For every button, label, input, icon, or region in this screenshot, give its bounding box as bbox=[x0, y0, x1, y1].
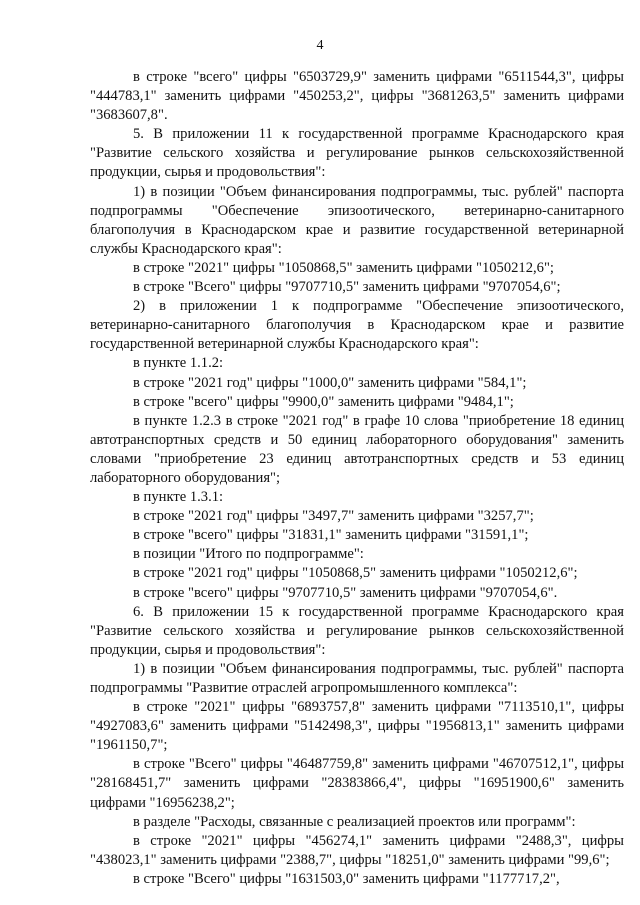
paragraph: в строке "всего" цифры "9707710,5" заменить цифрами "9707054,6". bbox=[133, 584, 558, 601]
paragraph: в строке "Всего" цифры "1631503,0" заменить цифрами "1177717,2", bbox=[133, 870, 560, 887]
paragraph: 5. В приложении 11 к государственной программе Краснодарского края "Развитие сельского хозяйства и регулирование рынков сельскохозяйственной продукции, сырья и продовольствия": bbox=[90, 126, 624, 181]
document-body bbox=[90, 68, 624, 889]
paragraph: в строке "всего" цифры "31831,1" заменить цифрами "31591,1"; bbox=[133, 527, 529, 544]
paragraph: в строке "Всего" цифры "9707710,5" заменить цифрами "9707054,6"; bbox=[133, 279, 561, 296]
paragraph: в строке "2021 год" цифры "1000,0" заменить цифрами "584,1"; bbox=[133, 374, 527, 391]
paragraph: в пункте 1.2.3 в строке "2021 год" в графе 10 слова "приобретение 18 единиц автотранспортных средств и 50 единиц лабораторного оборудования" заменить словами "приобретение 23 единиц автотранспортных средств и 53 единиц лабораторного оборудования"; bbox=[90, 412, 624, 486]
paragraph: 6. В приложении 15 к государственной программе Краснодарского края "Развитие сельского хозяйства и регулирование рынков сельскохозяйственной продукции, сырья и продовольствия": bbox=[90, 603, 624, 658]
paragraph: в строке "2021" цифры "1050868,5" заменить цифрами "1050212,6"; bbox=[133, 259, 554, 276]
paragraph: в строке "2021" цифры "6893757,8" заменить цифрами "7113510,1", цифры "4927083,6" заменить цифрами "5142498,3", цифры "1956813,1" заменить цифрами "1961150,7"; bbox=[90, 699, 624, 754]
paragraph: в пункте 1.1.2: bbox=[133, 355, 224, 372]
paragraph: в строке "2021" цифры "456274,1" заменить цифрами "2488,3", цифры "438023,1" заменить цифрами "2388,7", цифры "18251,0" заменить цифрами "99,6"; bbox=[90, 832, 624, 868]
paragraph: в пункте 1.3.1: bbox=[133, 489, 224, 506]
paragraph: в строке "2021 год" цифры "3497,7" заменить цифрами "3257,7"; bbox=[133, 508, 534, 525]
paragraph: 2) в приложении 1 к подпрограмме "Обеспечение эпизоотического, ветеринарно-санитарного благополучия в Краснодарском крае и развитие государственной ветеринарной службы Краснодарского края": bbox=[90, 298, 624, 353]
paragraph: в строке "всего" цифры "9900,0" заменить цифрами "9484,1"; bbox=[133, 393, 514, 410]
paragraph: в строке "2021 год" цифры "1050868,5" заменить цифрами "1050212,6"; bbox=[133, 565, 578, 582]
paragraph: в позиции "Итого по подпрограмме": bbox=[133, 546, 364, 563]
paragraph: 1) в позиции "Объем финансирования подпрограммы, тыс. рублей" паспорта подпрограммы "Развитие отраслей агропромышленного комплекса": bbox=[90, 660, 624, 696]
paragraph: в разделе "Расходы, связанные с реализацией проектов или программ": bbox=[133, 813, 576, 830]
paragraph: в строке "Всего" цифры "46487759,8" заменить цифрами "46707512,1", цифры "28168451,7" заменить цифрами "28383866,4", цифры "16951900,6" заменить цифрами "16956238,2"; bbox=[90, 756, 624, 811]
paragraph: 1) в позиции "Объем финансирования подпрограммы, тыс. рублей" паспорта подпрограммы "Обеспечение эпизоотического, ветеринарно-санитарного благополучия в Краснодарском крае и развитие государственной ветеринарной службы Краснодарского края": bbox=[90, 183, 624, 257]
page-number: 4 bbox=[316, 38, 324, 53]
paragraph: в строке "всего" цифры "6503729,9" заменить цифрами "6511544,3", цифры "444783,1" заменить цифрами "450253,2", цифры "3681263,5" заменить цифрами "3683607,8". bbox=[90, 69, 624, 124]
